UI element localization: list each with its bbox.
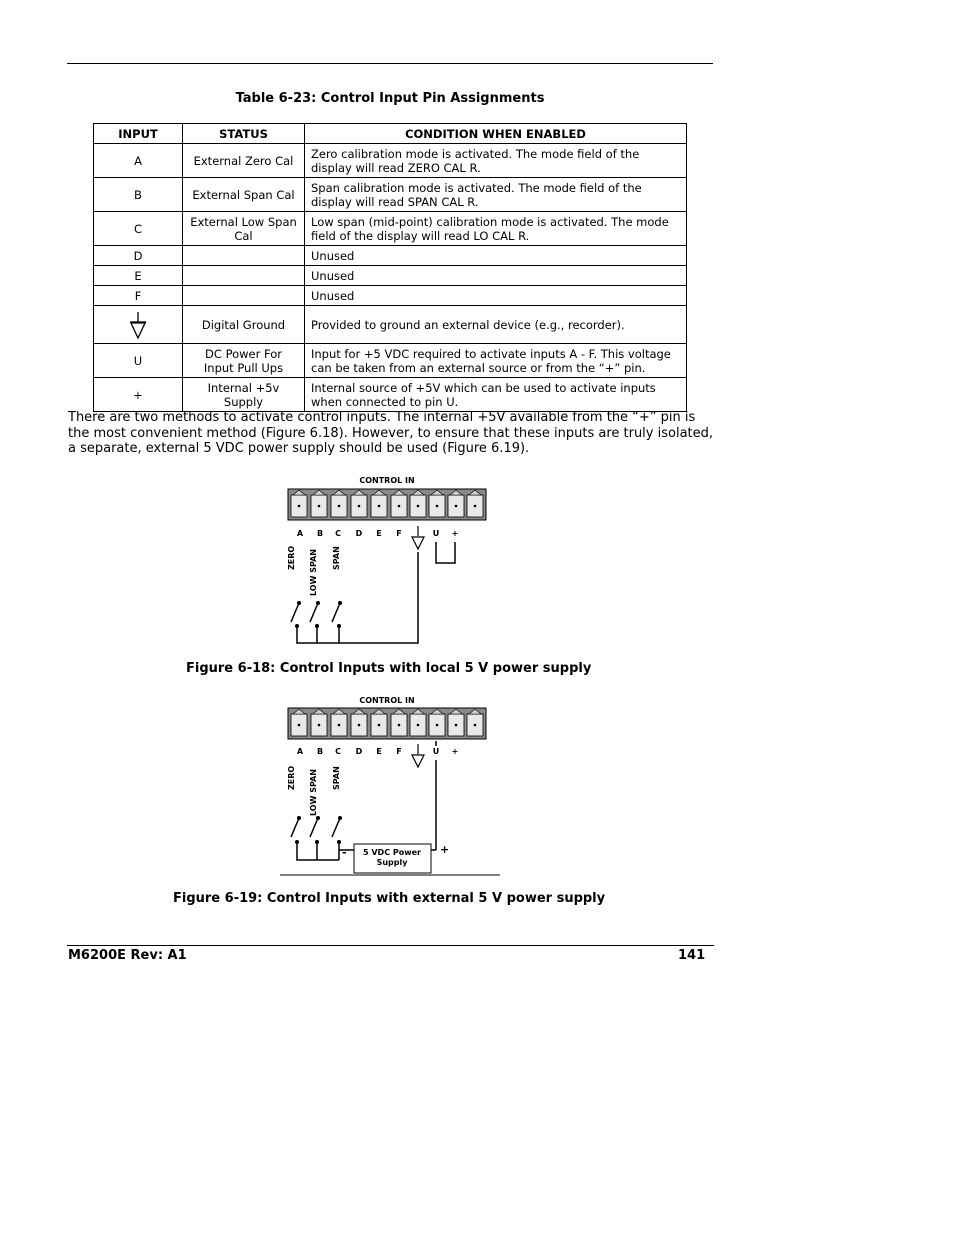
row-status bbox=[183, 266, 305, 286]
row-condition: Span calibration mode is activated. The mode field of the display will read SPAN CAL R. bbox=[305, 178, 687, 212]
ground-symbol-icon bbox=[412, 526, 424, 549]
switch-label-zero: ZERO bbox=[287, 765, 296, 790]
table-row bbox=[94, 246, 687, 266]
pin-label-u: U bbox=[432, 747, 440, 756]
row-status: External Zero Cal bbox=[183, 144, 305, 178]
ground-symbol-icon bbox=[128, 310, 148, 340]
header-condition: CONDITION WHEN ENABLED bbox=[305, 124, 687, 144]
row-input: B bbox=[94, 178, 183, 212]
row-condition: Unused bbox=[305, 266, 687, 286]
u-plus-jumper bbox=[436, 542, 455, 563]
pin-label-f: F bbox=[396, 529, 402, 538]
switch-label-low-span: LOW SPAN bbox=[309, 769, 318, 816]
row-condition: Unused bbox=[305, 246, 687, 266]
minus-terminal-label: - bbox=[342, 846, 347, 859]
row-status bbox=[183, 246, 305, 266]
header-rule bbox=[67, 63, 713, 64]
connector-label: CONTROL IN bbox=[359, 476, 415, 485]
row-input: U bbox=[94, 344, 183, 378]
switch-label-span: SPAN bbox=[332, 766, 341, 790]
row-status bbox=[183, 286, 305, 306]
row-input: C bbox=[94, 212, 183, 246]
row-condition: Internal source of +5V which can be used to activate inputs when connected to pin U. bbox=[305, 378, 687, 412]
footer-rule bbox=[67, 945, 714, 946]
table-row bbox=[94, 178, 687, 212]
table-row bbox=[94, 306, 687, 344]
pin-label-e: E bbox=[376, 529, 382, 538]
pin-label-b: B bbox=[316, 529, 324, 538]
pin-label-plus: + bbox=[451, 529, 459, 538]
header-status: STATUS bbox=[183, 124, 305, 144]
switch-label-low-span: LOW SPAN bbox=[309, 549, 318, 596]
row-input: F bbox=[94, 286, 183, 306]
pin-label-e: E bbox=[376, 747, 382, 756]
plus-terminal-label: + bbox=[440, 843, 450, 856]
row-status: External Span Cal bbox=[183, 178, 305, 212]
footer-page-number: 141 bbox=[678, 948, 706, 963]
row-condition: Unused bbox=[305, 286, 687, 306]
row-condition: Provided to ground an external device (e.g., recorder). bbox=[305, 306, 687, 344]
row-input: D bbox=[94, 246, 183, 266]
switch-label-zero: ZERO bbox=[287, 545, 296, 570]
figure-6-18-diagram bbox=[280, 470, 510, 655]
pin-label-u: U bbox=[432, 529, 440, 538]
pin-label-d: D bbox=[355, 747, 363, 756]
pin-label-a: A bbox=[296, 747, 304, 756]
row-input: A bbox=[94, 144, 183, 178]
header-input: INPUT bbox=[94, 124, 183, 144]
row-status: Internal +5v Supply bbox=[183, 378, 305, 412]
pin-label-f: F bbox=[396, 747, 402, 756]
footer-doc-rev: M6200E Rev: A1 bbox=[68, 948, 187, 963]
connector-label: CONTROL IN bbox=[359, 696, 415, 705]
row-input: + bbox=[94, 378, 183, 412]
row-condition: Input for +5 VDC required to activate inputs A - F. This voltage can be taken from an external source or from the “+” pin. bbox=[305, 344, 687, 378]
table-title: Table 6-23: Control Input Pin Assignments bbox=[235, 91, 545, 106]
figure-6-19-diagram bbox=[280, 690, 510, 880]
body-paragraph: There are two methods to activate control inputs. The internal +5V available from the “+” pin is the most convenient method (Figure 6.18). However, to ensure that these inputs are truly isolated, a separate, external 5 VDC power supply should be used (Figure 6.19). bbox=[68, 410, 714, 456]
row-status: Digital Ground bbox=[183, 306, 305, 344]
row-status: DC Power For Input Pull Ups bbox=[183, 344, 305, 378]
pin-label-d: D bbox=[355, 529, 363, 538]
figure-6-18-caption: Figure 6-18: Control Inputs with local 5 V power supply bbox=[186, 661, 592, 676]
row-condition: Low span (mid-point) calibration mode is activated. The mode field of the display will read LO CAL R. bbox=[305, 212, 687, 246]
table-header-row bbox=[94, 124, 687, 144]
table-row bbox=[94, 378, 687, 412]
row-condition: Zero calibration mode is activated. The mode field of the display will read ZERO CAL R. bbox=[305, 144, 687, 178]
table-row bbox=[94, 266, 687, 286]
table-row bbox=[94, 144, 687, 178]
power-supply-label-line1: 5 VDC Power bbox=[363, 848, 421, 857]
switch-label-span: SPAN bbox=[332, 546, 341, 570]
pin-label-a: A bbox=[296, 529, 304, 538]
row-status: External Low Span Cal bbox=[183, 212, 305, 246]
table-row bbox=[94, 212, 687, 246]
power-supply-label-line2: Supply bbox=[376, 858, 408, 867]
ground-symbol-icon bbox=[412, 744, 424, 767]
pin-label-c: C bbox=[335, 747, 341, 756]
row-input bbox=[94, 306, 183, 344]
pin-assignment-table bbox=[93, 123, 687, 412]
figure-6-19-caption: Figure 6-19: Control Inputs with external 5 V power supply bbox=[173, 891, 606, 906]
pin-label-b: B bbox=[316, 747, 324, 756]
pin-label-plus: + bbox=[451, 747, 459, 756]
table-row bbox=[94, 286, 687, 306]
pin-label-c: C bbox=[335, 529, 341, 538]
table-row bbox=[94, 344, 687, 378]
row-input: E bbox=[94, 266, 183, 286]
